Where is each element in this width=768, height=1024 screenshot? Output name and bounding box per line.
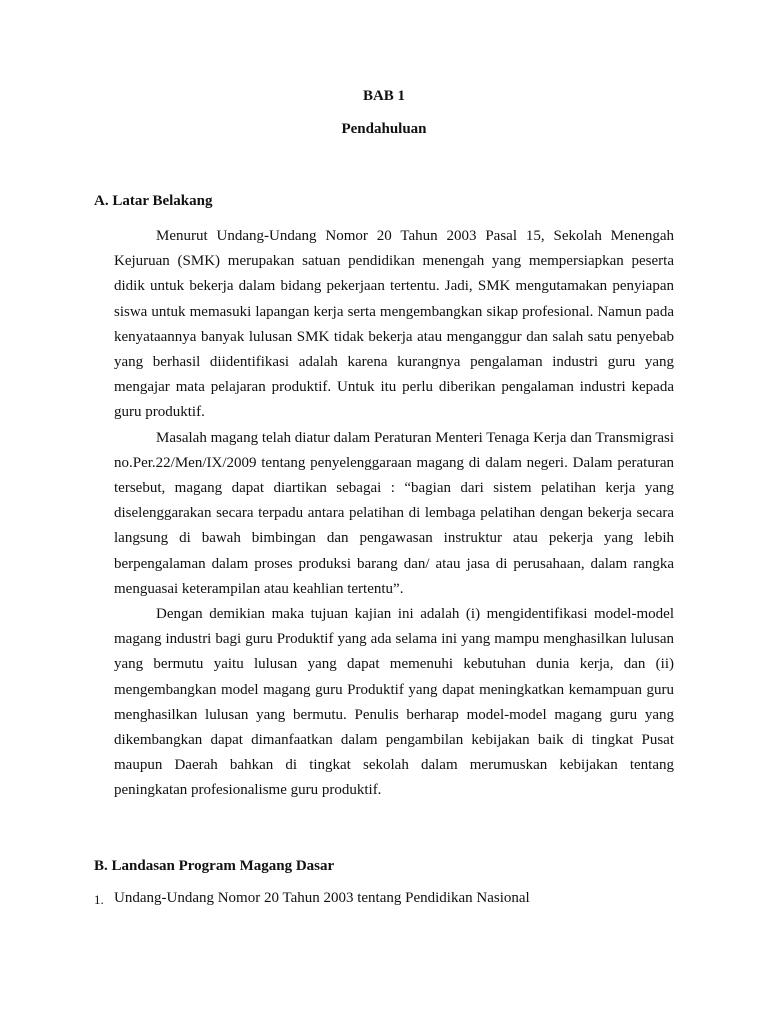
section-a-body	[114, 224, 674, 804]
chapter-number: BAB 1	[362, 88, 406, 104]
paragraph-1: Menurut Undang-Undang Nomor 20 Tahun 2003 Pasal 15, Sekolah Menengah Kejuruan (SMK) merupakan satuan pendidikan menengah yang mempersiapkan peserta didik untuk bekerja dalam bidang pekerjaan tertentu. Jadi, SMK mengutamakan penyiapan siswa untuk memasuki lapangan kerja serta mengembangkan sikap profesional. Namun pada kenyataannya banyak lulusan SMK tidak bekerja atau menganggur dan salah satu penyebab yang berhasil diidentifikasi adalah karena kurangnya pengalaman industri guru yang mengajar mata pelajaran produktif. Untuk itu perlu diberikan pengalaman industri kepada guru produktif.	[114, 228, 674, 421]
chapter-title: Pendahuluan	[341, 121, 427, 137]
paragraph-2: Masalah magang telah diatur dalam Peraturan Menteri Tenaga Kerja dan Transmigrasi no.Per.22/Men/IX/2009 tentang penyelenggaraan magang di dalam negeri. Dalam peraturan tersebut, magang dapat diartikan sebagai : “bagian dari sistem pelatihan kerja yang diselenggarakan secara terpadu antara pelatihan di lembaga pelatihan dengan bekerja secara langsung di bawah bimbingan dan pengawasan instruktur atau pekerja yang lebih berpengalaman dalam proses produksi barang dan/ atau jasa di perusahaan, dalam rangka menguasai keterampilan atau keahlian tertentu”.	[114, 429, 674, 597]
landasan-list	[94, 890, 530, 908]
section-heading-latar-belakang: A. Latar Belakang	[94, 193, 213, 209]
section-heading-landasan-program: B. Landasan Program Magang Dasar	[94, 858, 335, 874]
list-item	[94, 890, 530, 908]
list-item-number: 1.	[94, 892, 104, 907]
paragraph-3: Dengan demikian maka tujuan kajian ini adalah (i) mengidentifikasi model-model magang industri bagi guru Produktif yang ada selama ini yang mampu menghasilkan lulusan yang bermutu yaitu lulusan yang dapat memenuhi kebutuhan dunia kerja, dan (ii) mengembangkan model magang guru Produktif yang dapat meningkatkan kemampuan guru menghasilkan lulusan yang bermutu. Penulis berharap model-model magang guru yang dikembangkan dapat dimanfaatkan dalam pengambilan kebijakan baik di tingkat Pusat maupun Daerah bahkan di tingkat sekolah dalam merumuskan kebijakan tentang peningkatan profesionalisme guru produktif.	[114, 606, 674, 799]
list-item-text: Undang-Undang Nomor 20 Tahun 2003 tentang Pendidikan Nasional	[114, 890, 530, 906]
